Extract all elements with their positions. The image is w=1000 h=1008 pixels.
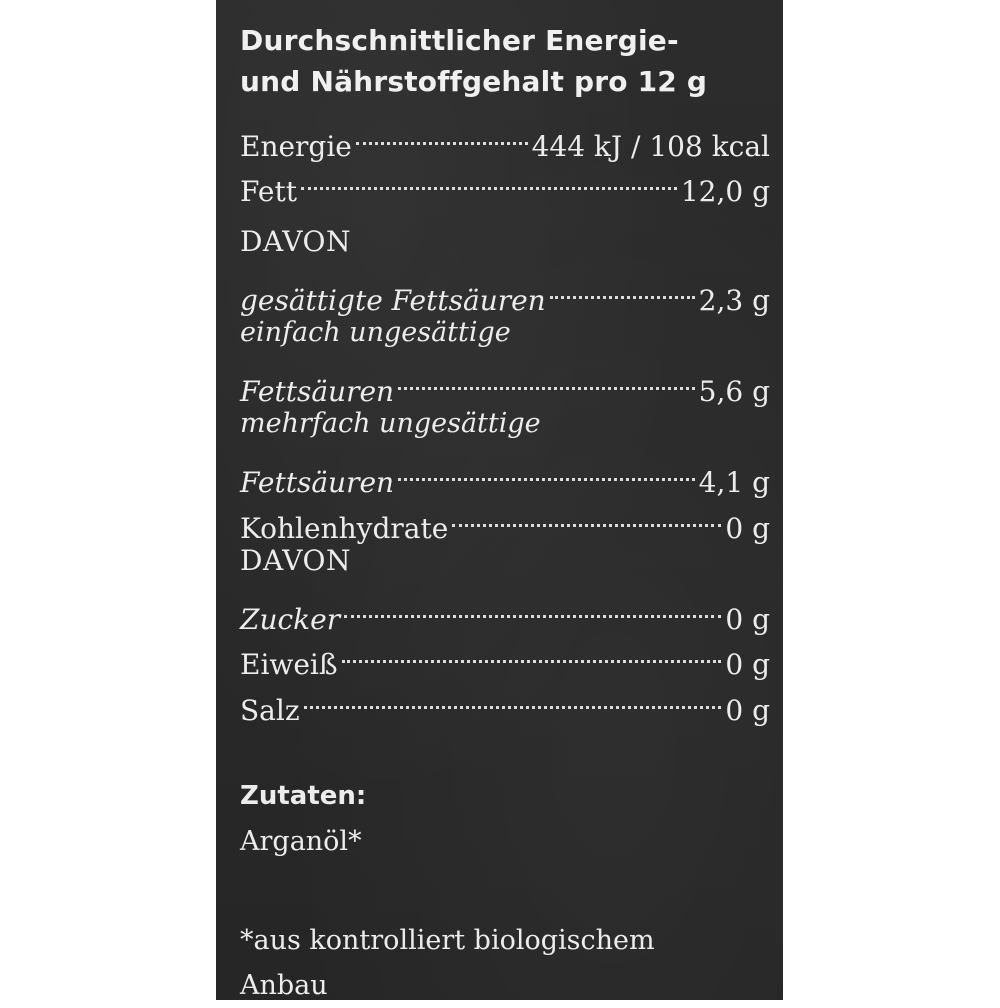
nutrition-content (240, 20, 770, 1008)
nutrient-value: 0 g (725, 693, 770, 727)
ingredients-text: Arganöl* (240, 825, 362, 857)
nutrient-name: Energie (240, 129, 352, 163)
nutrient-name: Fettsäuren (240, 375, 395, 408)
footnote-line-1: *aus kontrolliert biologischem (240, 924, 655, 956)
nutrient-value: 0 g (725, 648, 770, 681)
mono-label: einfach ungesättige (240, 317, 511, 348)
section-gap (240, 720, 770, 774)
nutrient-name: Zucker (240, 602, 341, 636)
nutrient-name: Fettsäuren (240, 466, 395, 499)
nutrient-row-mono (240, 356, 770, 408)
nutrient-row-salt (240, 674, 770, 727)
dot-leader (342, 629, 722, 675)
nutrient-value: 2,3 g (698, 284, 770, 317)
heading-line-2: und Nährstoffgehalt pro 12 g (240, 65, 708, 98)
nutrient-name: Salz (240, 693, 300, 727)
nutrient-value: 0 g (725, 602, 770, 636)
dot-leader (356, 110, 528, 156)
nutrient-row-sugar (240, 583, 770, 636)
nutrition-heading (240, 20, 770, 102)
nutrient-value: 5,6 g (698, 375, 770, 408)
nutrient-list (240, 110, 770, 727)
ingredients-title: Zutaten: (240, 780, 367, 811)
nutrient-value: 444 kJ / 108 kcal (531, 129, 770, 163)
nutrient-value: 0 g (725, 511, 770, 545)
nutrient-name: Fett (240, 175, 297, 208)
nutrient-row-saturated (240, 265, 770, 317)
dot-leader (398, 356, 695, 402)
davon-label: DAVON (240, 225, 351, 258)
heading-line-1: Durchschnittlicher Energie- (240, 24, 679, 57)
footnote-line-2: Anbau (240, 969, 328, 1001)
dot-leader (301, 156, 677, 202)
dot-leader (398, 447, 695, 493)
dot-leader (344, 583, 721, 629)
dot-leader (304, 674, 722, 720)
nutrient-row-energy (240, 110, 770, 163)
davon-label: DAVON (240, 543, 351, 577)
nutrient-name: Kohlenhydrate (240, 511, 449, 545)
nutrient-name: Eiweiß (240, 648, 338, 681)
nutrient-value: 4,1 g (698, 466, 770, 499)
nutrition-label-board (216, 0, 783, 1000)
nutrient-value: 12,0 g (680, 175, 770, 208)
nutrient-name: gesättigte Fettsäuren (240, 284, 546, 317)
dot-leader (550, 265, 695, 311)
section-gap (240, 864, 770, 918)
nutrient-row-poly (240, 447, 770, 499)
poly-label: mehrfach ungesättige (240, 408, 541, 439)
dot-leader (452, 492, 721, 538)
